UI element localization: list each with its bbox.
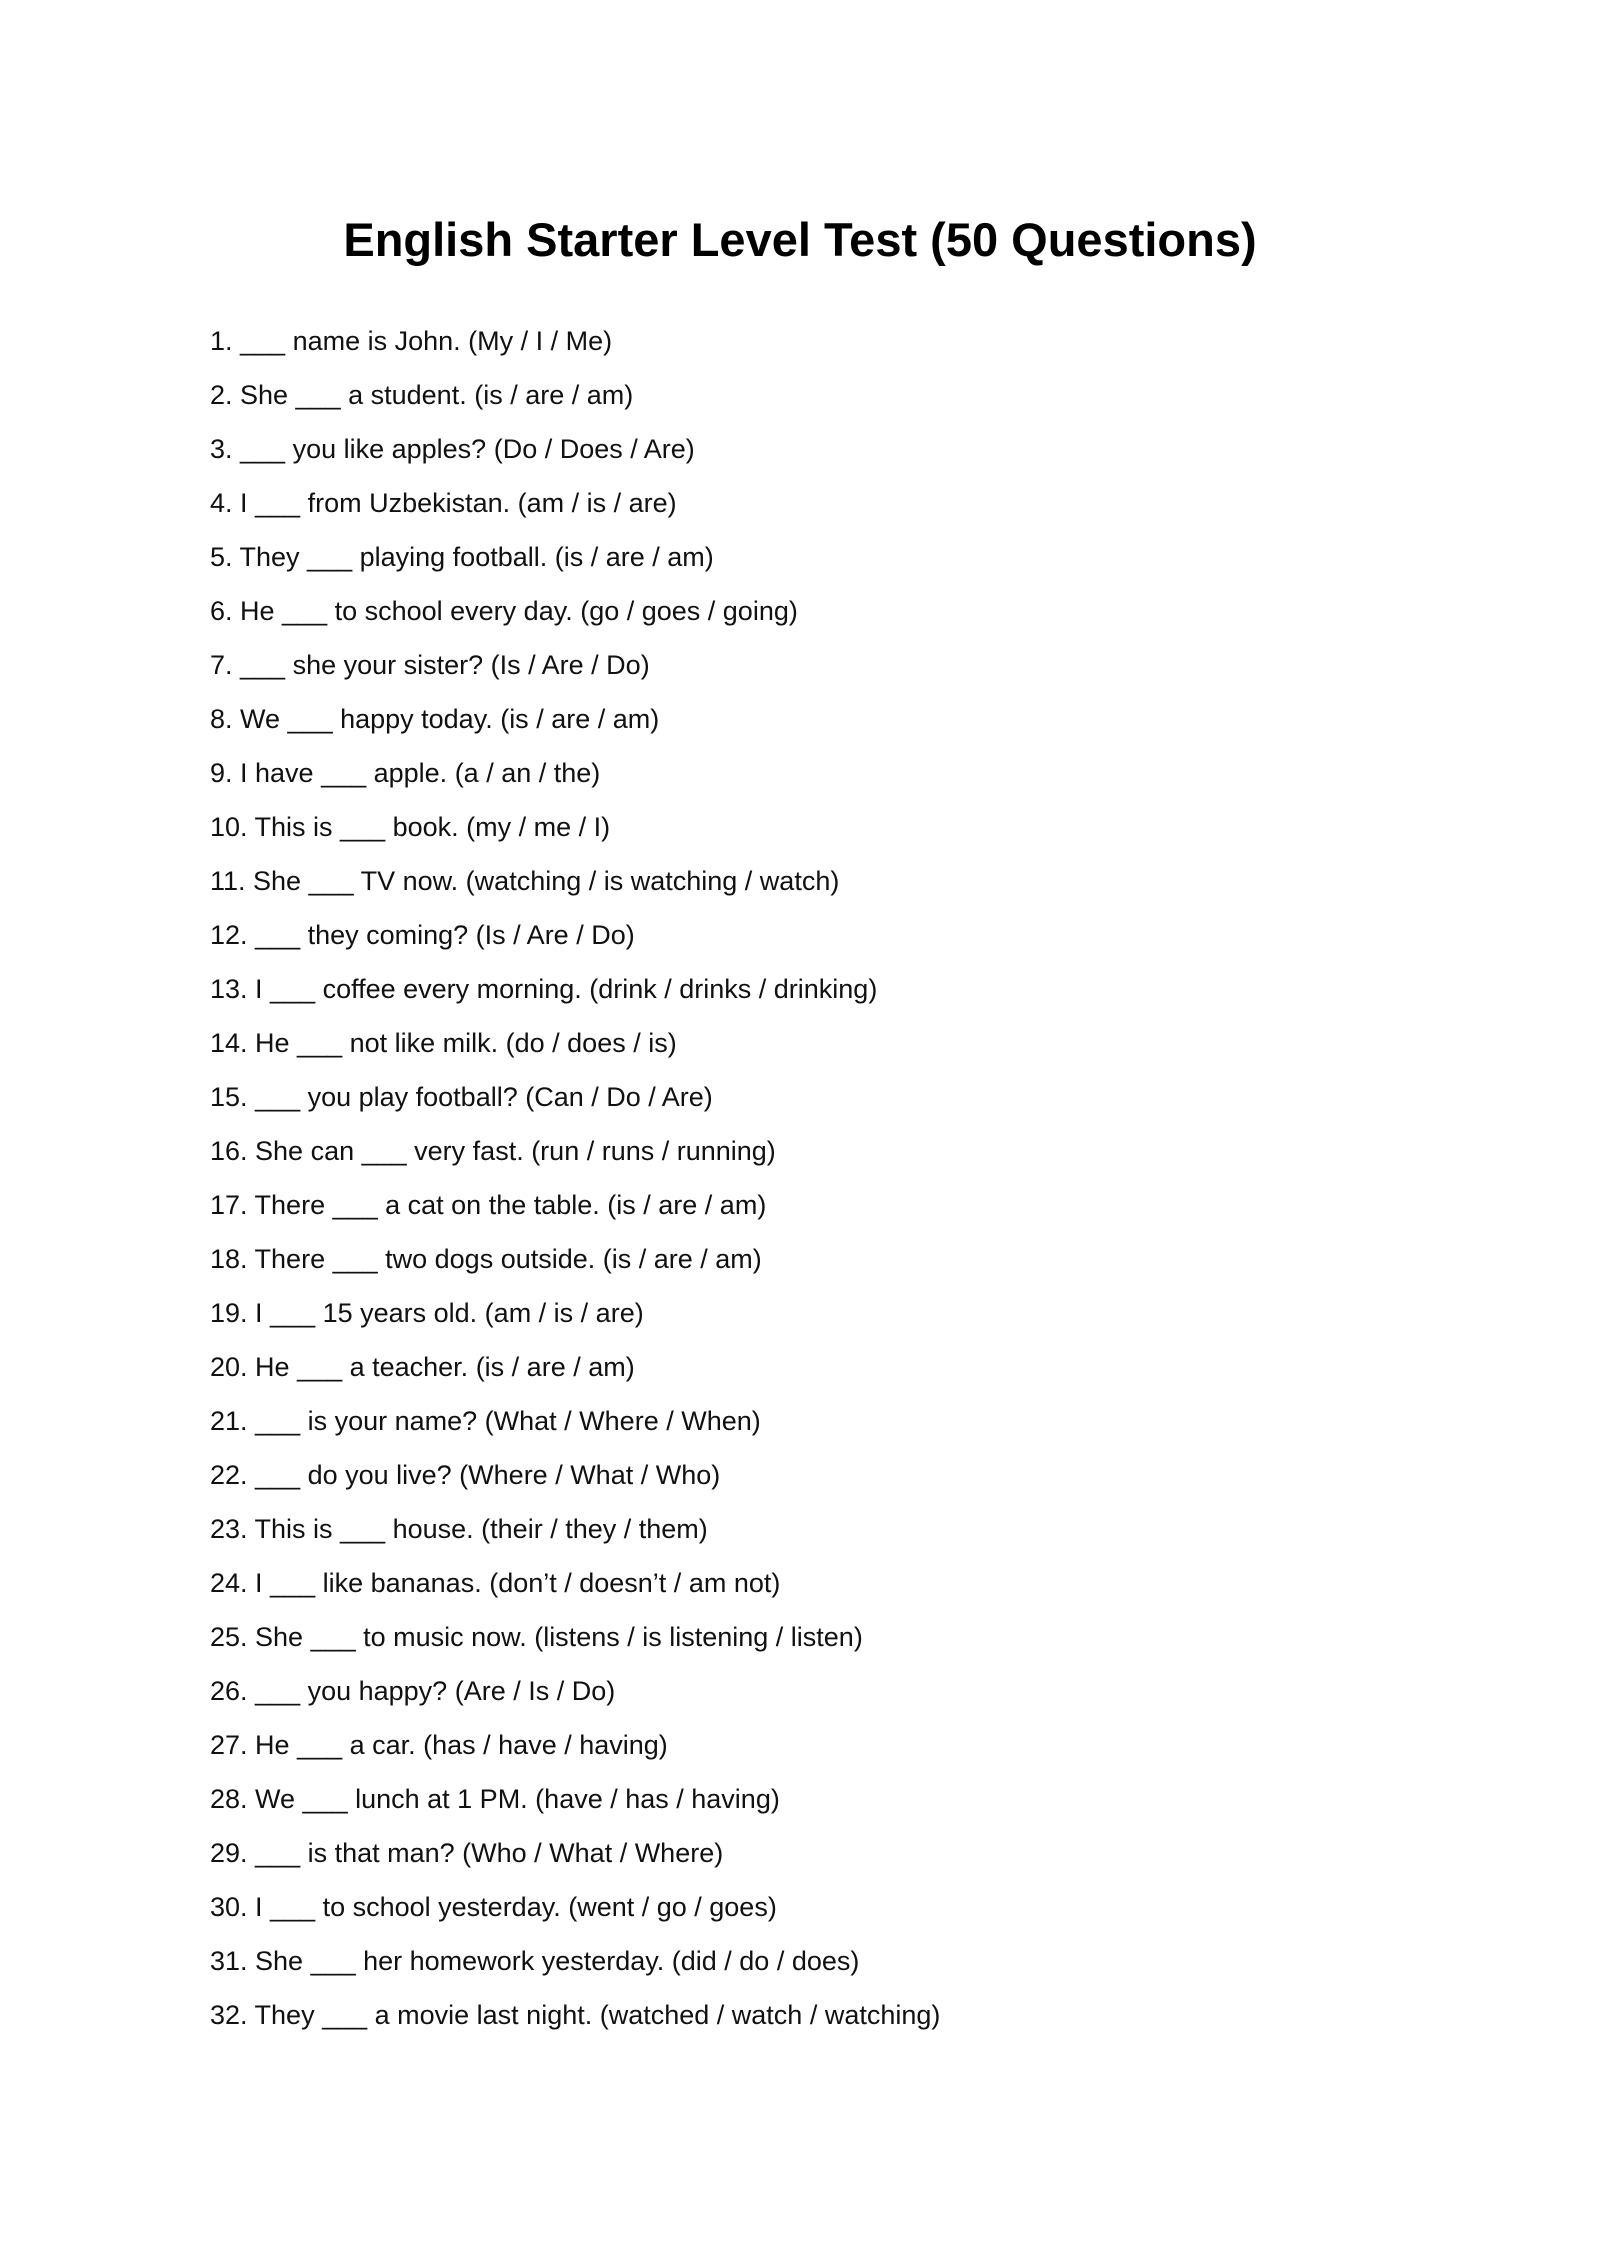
question-item: 8. We ___ happy today. (is / are / am) [210, 704, 660, 734]
question-item: 9. I have ___ apple. (a / an / the) [210, 758, 601, 788]
question-item: 10. This is ___ book. (my / me / I) [210, 812, 611, 842]
question-item: 11. She ___ TV now. (watching / is watching / watch) [210, 866, 840, 896]
question-item: 32. They ___ a movie last night. (watched / watch / watching) [210, 2000, 941, 2030]
question-item: 31. She ___ her homework yesterday. (did / do / does) [210, 1946, 860, 1976]
question-item: 23. This is ___ house. (their / they / them) [210, 1514, 708, 1544]
question-item: 6. He ___ to school every day. (go / goes / going) [210, 596, 798, 626]
question-item: 12. ___ they coming? (Is / Are / Do) [210, 920, 635, 950]
question-item: 25. She ___ to music now. (listens / is listening / listen) [210, 1622, 863, 1652]
question-item: 19. I ___ 15 years old. (am / is / are) [210, 1298, 644, 1328]
question-item: 13. I ___ coffee every morning. (drink / drinks / drinking) [210, 974, 878, 1004]
question-item: 24. I ___ like bananas. (don’t / doesn’t / am not) [210, 1568, 781, 1598]
question-item: 17. There ___ a cat on the table. (is / are / am) [210, 1190, 767, 1220]
question-item: 28. We ___ lunch at 1 PM. (have / has / having) [210, 1784, 780, 1814]
question-item: 29. ___ is that man? (Who / What / Where) [210, 1838, 724, 1868]
question-item: 21. ___ is your name? (What / Where / When) [210, 1406, 761, 1436]
question-item: 26. ___ you happy? (Are / Is / Do) [210, 1676, 616, 1706]
question-item: 27. He ___ a car. (has / have / having) [210, 1730, 668, 1760]
question-list [210, 314, 940, 2042]
question-item: 30. I ___ to school yesterday. (went / go / goes) [210, 1892, 777, 1922]
question-item: 18. There ___ two dogs outside. (is / are / am) [210, 1244, 762, 1274]
question-item: 4. I ___ from Uzbekistan. (am / is / are) [210, 488, 677, 518]
question-item: 5. They ___ playing football. (is / are / am) [210, 542, 714, 572]
question-item: 20. He ___ a teacher. (is / are / am) [210, 1352, 635, 1382]
question-item: 15. ___ you play football? (Can / Do / Are) [210, 1082, 713, 1112]
question-item: 16. She can ___ very fast. (run / runs / running) [210, 1136, 776, 1166]
question-item: 2. She ___ a student. (is / are / am) [210, 380, 634, 410]
question-item: 3. ___ you like apples? (Do / Does / Are) [210, 434, 695, 464]
question-item: 7. ___ she your sister? (Is / Are / Do) [210, 650, 650, 680]
question-item: 1. ___ name is John. (My / I / Me) [210, 326, 613, 356]
question-item: 14. He ___ not like milk. (do / does / is) [210, 1028, 677, 1058]
page-title: English Starter Level Test (50 Questions) [343, 213, 1257, 266]
question-item: 22. ___ do you live? (Where / What / Who) [210, 1460, 721, 1490]
